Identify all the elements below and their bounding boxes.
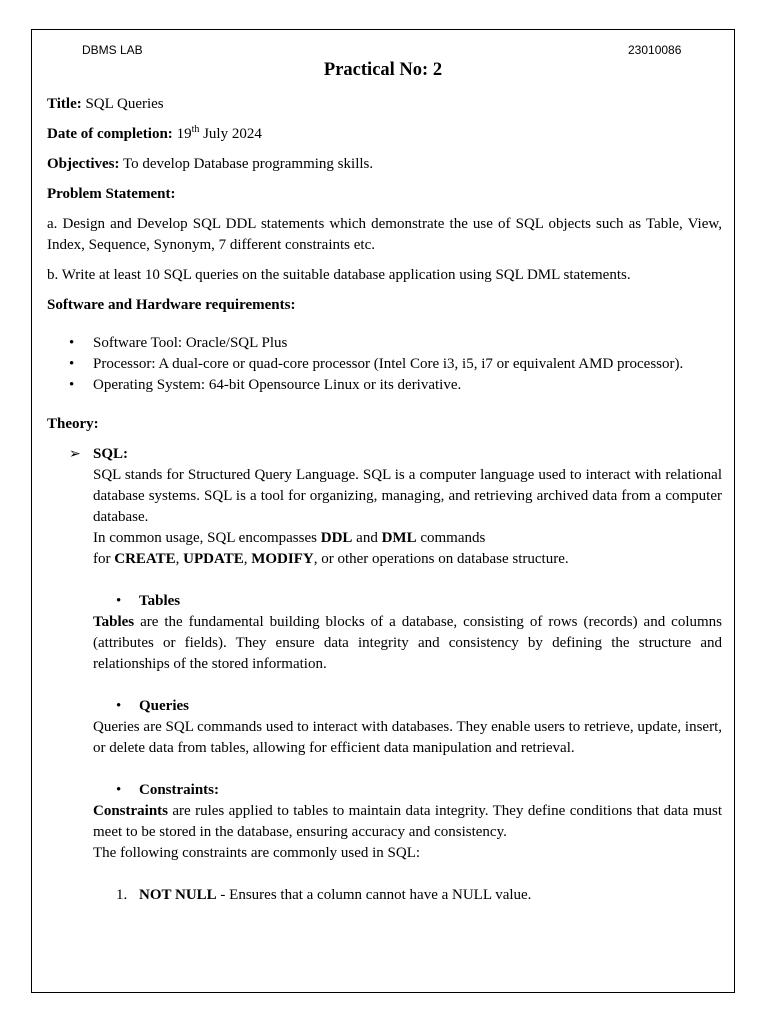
constraint-item-not-null: 1. NOT NULL - Ensures that a column cannot have a NULL value. <box>116 887 532 903</box>
queries-paragraph: Queries are SQL commands used to interact with databases. They enable users to retrieve, update, insert, or delete data from tables, allowing for efficient data manipulation and retrieval. <box>93 719 722 756</box>
objectives-line <box>47 154 722 175</box>
header-roll-number: 23010086 <box>628 43 682 57</box>
date-rest: July 2024 <box>203 126 262 142</box>
title-line <box>47 94 722 115</box>
sql-usage-line: In common usage, SQL encompasses DDL and DML commands <box>93 530 486 546</box>
tables-paragraph: Tables are the fundamental building blocks of a database, consisting of rows (records) and columns (attributes or fields). They ensure data integrity and consistency by defining the structure and relationships of the stored information. <box>93 614 722 672</box>
sql-section <box>47 444 722 570</box>
problem-heading: Problem Statement: <box>47 186 176 202</box>
tables-heading: • Tables <box>116 593 181 609</box>
date-day: 19 <box>176 126 192 142</box>
objectives-label: Objectives: <box>47 156 120 172</box>
requirement-item: • Processor: A dual-core or quad-core processor (Intel Core i3, i5, i7 or equivalent AMD processor). <box>69 356 684 372</box>
constraints-heading: • Constraints: <box>116 782 220 798</box>
requirement-item: • Operating System: 64-bit Opensource Linux or its derivative. <box>69 377 462 393</box>
date-suffix: th <box>191 124 200 135</box>
requirements-list <box>47 333 722 396</box>
date-label: Date of completion: <box>47 126 173 142</box>
requirement-item: • Software Tool: Oracle/SQL Plus <box>69 335 288 351</box>
objectives-value: To develop Database programming skills. <box>122 156 374 172</box>
problem-a: a. Design and Develop SQL DDL statements which demonstrate the use of SQL objects such as Table, View, Index, Sequence, Synonym, 7 different constraints etc. <box>47 216 722 253</box>
document-body <box>47 94 722 906</box>
theory-heading: Theory: <box>47 416 99 432</box>
sql-paragraph: SQL stands for Structured Query Language. SQL is a computer language used to interact with relational database systems. SQL is a tool for organizing, managing, and retrieving archived data from a computer database. <box>93 467 722 525</box>
constraints-paragraph: Constraints are rules applied to tables to maintain data integrity. They define conditions that data must meet to be stored in the database, ensuring accuracy and consistency. <box>93 803 722 840</box>
title-label: Title: <box>47 96 82 112</box>
header-course: DBMS LAB <box>82 43 143 57</box>
title-value: SQL Queries <box>85 96 164 112</box>
requirements-heading: Software and Hardware requirements: <box>47 297 296 313</box>
constraints-following: The following constraints are commonly used in SQL: <box>93 845 421 861</box>
page-title: Practical No: 2 <box>323 60 443 80</box>
sql-operations-line: for CREATE, UPDATE, MODIFY, or other operations on database structure. <box>93 551 569 567</box>
arrow-bullet-icon: ➢ <box>69 447 81 462</box>
problem-b: b. Write at least 10 SQL queries on the suitable database application using SQL DML statements. <box>47 267 631 283</box>
queries-heading: • Queries <box>116 698 189 714</box>
date-line <box>47 124 722 145</box>
sql-heading: SQL: <box>93 446 129 462</box>
